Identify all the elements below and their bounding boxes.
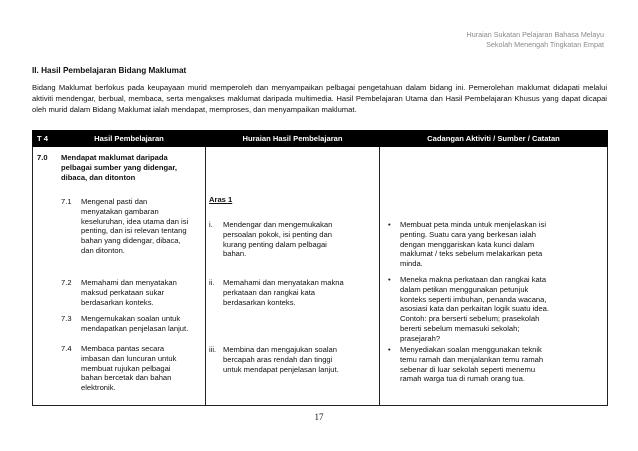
- cadangan-line: prasejarah?: [400, 333, 441, 343]
- cadangan-line: asosiasi kata dan perkaitan logik suatu idea.: [400, 304, 550, 314]
- main-item-line-2: pelbagai sumber yang didengar,: [61, 162, 178, 172]
- learning-outcomes-table: [32, 130, 608, 406]
- cadangan-line: bererti sebelum memasuki sekolah;: [400, 323, 520, 333]
- huraian-line: berdasarkan konteks.: [223, 297, 296, 307]
- sub-item-number: 7.1: [61, 197, 72, 206]
- cadangan-line: maklumat / teks sebelum melakarkan peta: [400, 249, 543, 259]
- header-hasil: Hasil Pembelajaran: [53, 131, 206, 147]
- sub-item-number: 7.2: [61, 278, 72, 287]
- huraian-line: Memahami dan menyatakan makna: [223, 278, 344, 287]
- huraian-line: persoalan pokok, isi penting dan: [223, 229, 332, 239]
- sub-item-line: imbasan dan luncuran untuk: [81, 353, 177, 363]
- huraian-line: perkataan dan rangkai kata: [223, 287, 316, 297]
- cadangan-line: dengan menggariskan kata kunci dalam: [400, 239, 535, 249]
- huraian-line: untuk mendapat penjelasan lanjut.: [223, 364, 339, 374]
- header-t4: T 4: [33, 131, 53, 147]
- running-header: [467, 30, 604, 50]
- table-header-row: [33, 131, 608, 147]
- header-line-1: Huraian Sukatan Pelajaran Bahasa Melayu: [466, 30, 604, 39]
- cadangan-line: dalam petikan menggunakan petunjuk: [400, 284, 529, 294]
- cadangan-line: sebenar di luar sekolah seperti menemu: [400, 364, 536, 374]
- sub-item-number: 7.4: [61, 344, 72, 353]
- cadangan-line: Menyediakan soalan menggunakan teknik: [400, 345, 542, 354]
- sub-item-line: berdasarkan konteks.: [81, 297, 154, 307]
- cadangan-line: temu ramah dan menjalankan temu ramah: [400, 354, 544, 364]
- hasil-cell: [33, 147, 206, 406]
- huraian-cell: [206, 147, 380, 406]
- sub-item-line: Membaca pantas secara: [81, 344, 165, 353]
- sub-item-line: bahan yang didengar, dibaca,: [81, 236, 181, 246]
- section-intro: Bidang Maklumat berfokus pada keupayaan murid memperoleh dan menyampaikan pelbagai pengetahuan dalam bidang ini. Pemerolehan maklumat didapati melalui aktiviti mendengar, berbual, membaca, serta mengakses maklumat daripada multimedia. Hasil Pembelajaran Utama dan Hasil Pembelajaran Khusus yang dapat dicapai oleh murid dalam Bidang Maklumat ialah mendapat, memproses, dan menyampaikan maklumat.: [32, 83, 607, 115]
- sub-item-line: Mengenal pasti dan: [81, 197, 148, 206]
- header-line-2: Sekolah Menengah Tingkatan Empat: [486, 40, 604, 49]
- huraian-line: Mendengar dan mengemukakan: [223, 220, 333, 229]
- sub-item-line: membuat rujukan pelbagai: [81, 363, 171, 373]
- cadangan-line: Membuat peta minda untuk menjelaskan isi: [400, 220, 547, 229]
- header-cadangan: Cadangan Aktiviti / Sumber / Catatan: [380, 131, 608, 147]
- sub-item-line: dan ditonton.: [81, 246, 125, 255]
- sub-item-line: bahan bercetak dan bahan: [81, 373, 172, 383]
- cadangan-line: ramah warga tua di rumah orang tua.: [400, 374, 525, 384]
- huraian-line: bercapah aras rendah dan tinggi: [223, 354, 333, 364]
- bullet-icon: •: [388, 345, 391, 354]
- cadangan-line: Meneka makna perkataan dan rangkai kata: [400, 275, 547, 284]
- huraian-line: bahan.: [223, 249, 247, 259]
- huraian-line: Membina dan mengajukan soalan: [223, 345, 337, 354]
- page-number: 17: [314, 412, 324, 422]
- header-huraian: Huraian Hasil Pembelajaran: [206, 131, 380, 147]
- sub-item-line: mendapatkan penjelasan lanjut.: [81, 323, 189, 333]
- main-item-line-1: Mendapat maklumat daripada: [61, 153, 168, 162]
- sub-item-line: elektronik.: [81, 383, 116, 393]
- cadangan-line: konteks seperti imbuhan, penanda wacana,: [400, 294, 547, 304]
- cadangan-line: penting. Suatu cara yang berkesan ialah: [400, 229, 536, 239]
- bullet-icon: •: [388, 275, 391, 284]
- sub-item-line: keseluruhan, idea utama dan isi: [81, 216, 189, 226]
- sub-item-line: maksud perkataan sukar: [81, 287, 165, 297]
- huraian-number: ii.: [209, 278, 215, 287]
- main-item-number: 7.0: [37, 153, 48, 162]
- huraian-number: i.: [209, 220, 213, 229]
- level-label: Aras 1: [209, 195, 233, 204]
- table-row: [33, 147, 608, 406]
- sub-item-number: 7.3: [61, 314, 72, 323]
- cadangan-cell: [380, 147, 608, 406]
- cadangan-line: Contoh: pra berserti sebelum; prasekolah: [400, 314, 540, 324]
- huraian-number: iii.: [209, 345, 217, 354]
- sub-item-line: penting, dan isi relevan tentang: [81, 226, 187, 236]
- main-item-line-3: dibaca, dan ditonton: [61, 172, 136, 182]
- sub-item-line: menyatakan gambaran: [81, 206, 159, 216]
- cadangan-line: minda.: [400, 259, 423, 269]
- bullet-icon: •: [388, 220, 391, 229]
- section-title: II. Hasil Pembelajaran Bidang Maklumat: [32, 66, 187, 75]
- sub-item-line: Mengemukakan soalan untuk: [81, 314, 181, 323]
- sub-item-line: Memahami dan menyatakan: [81, 278, 177, 287]
- huraian-line: kurang penting dalam pelbagai: [223, 239, 327, 249]
